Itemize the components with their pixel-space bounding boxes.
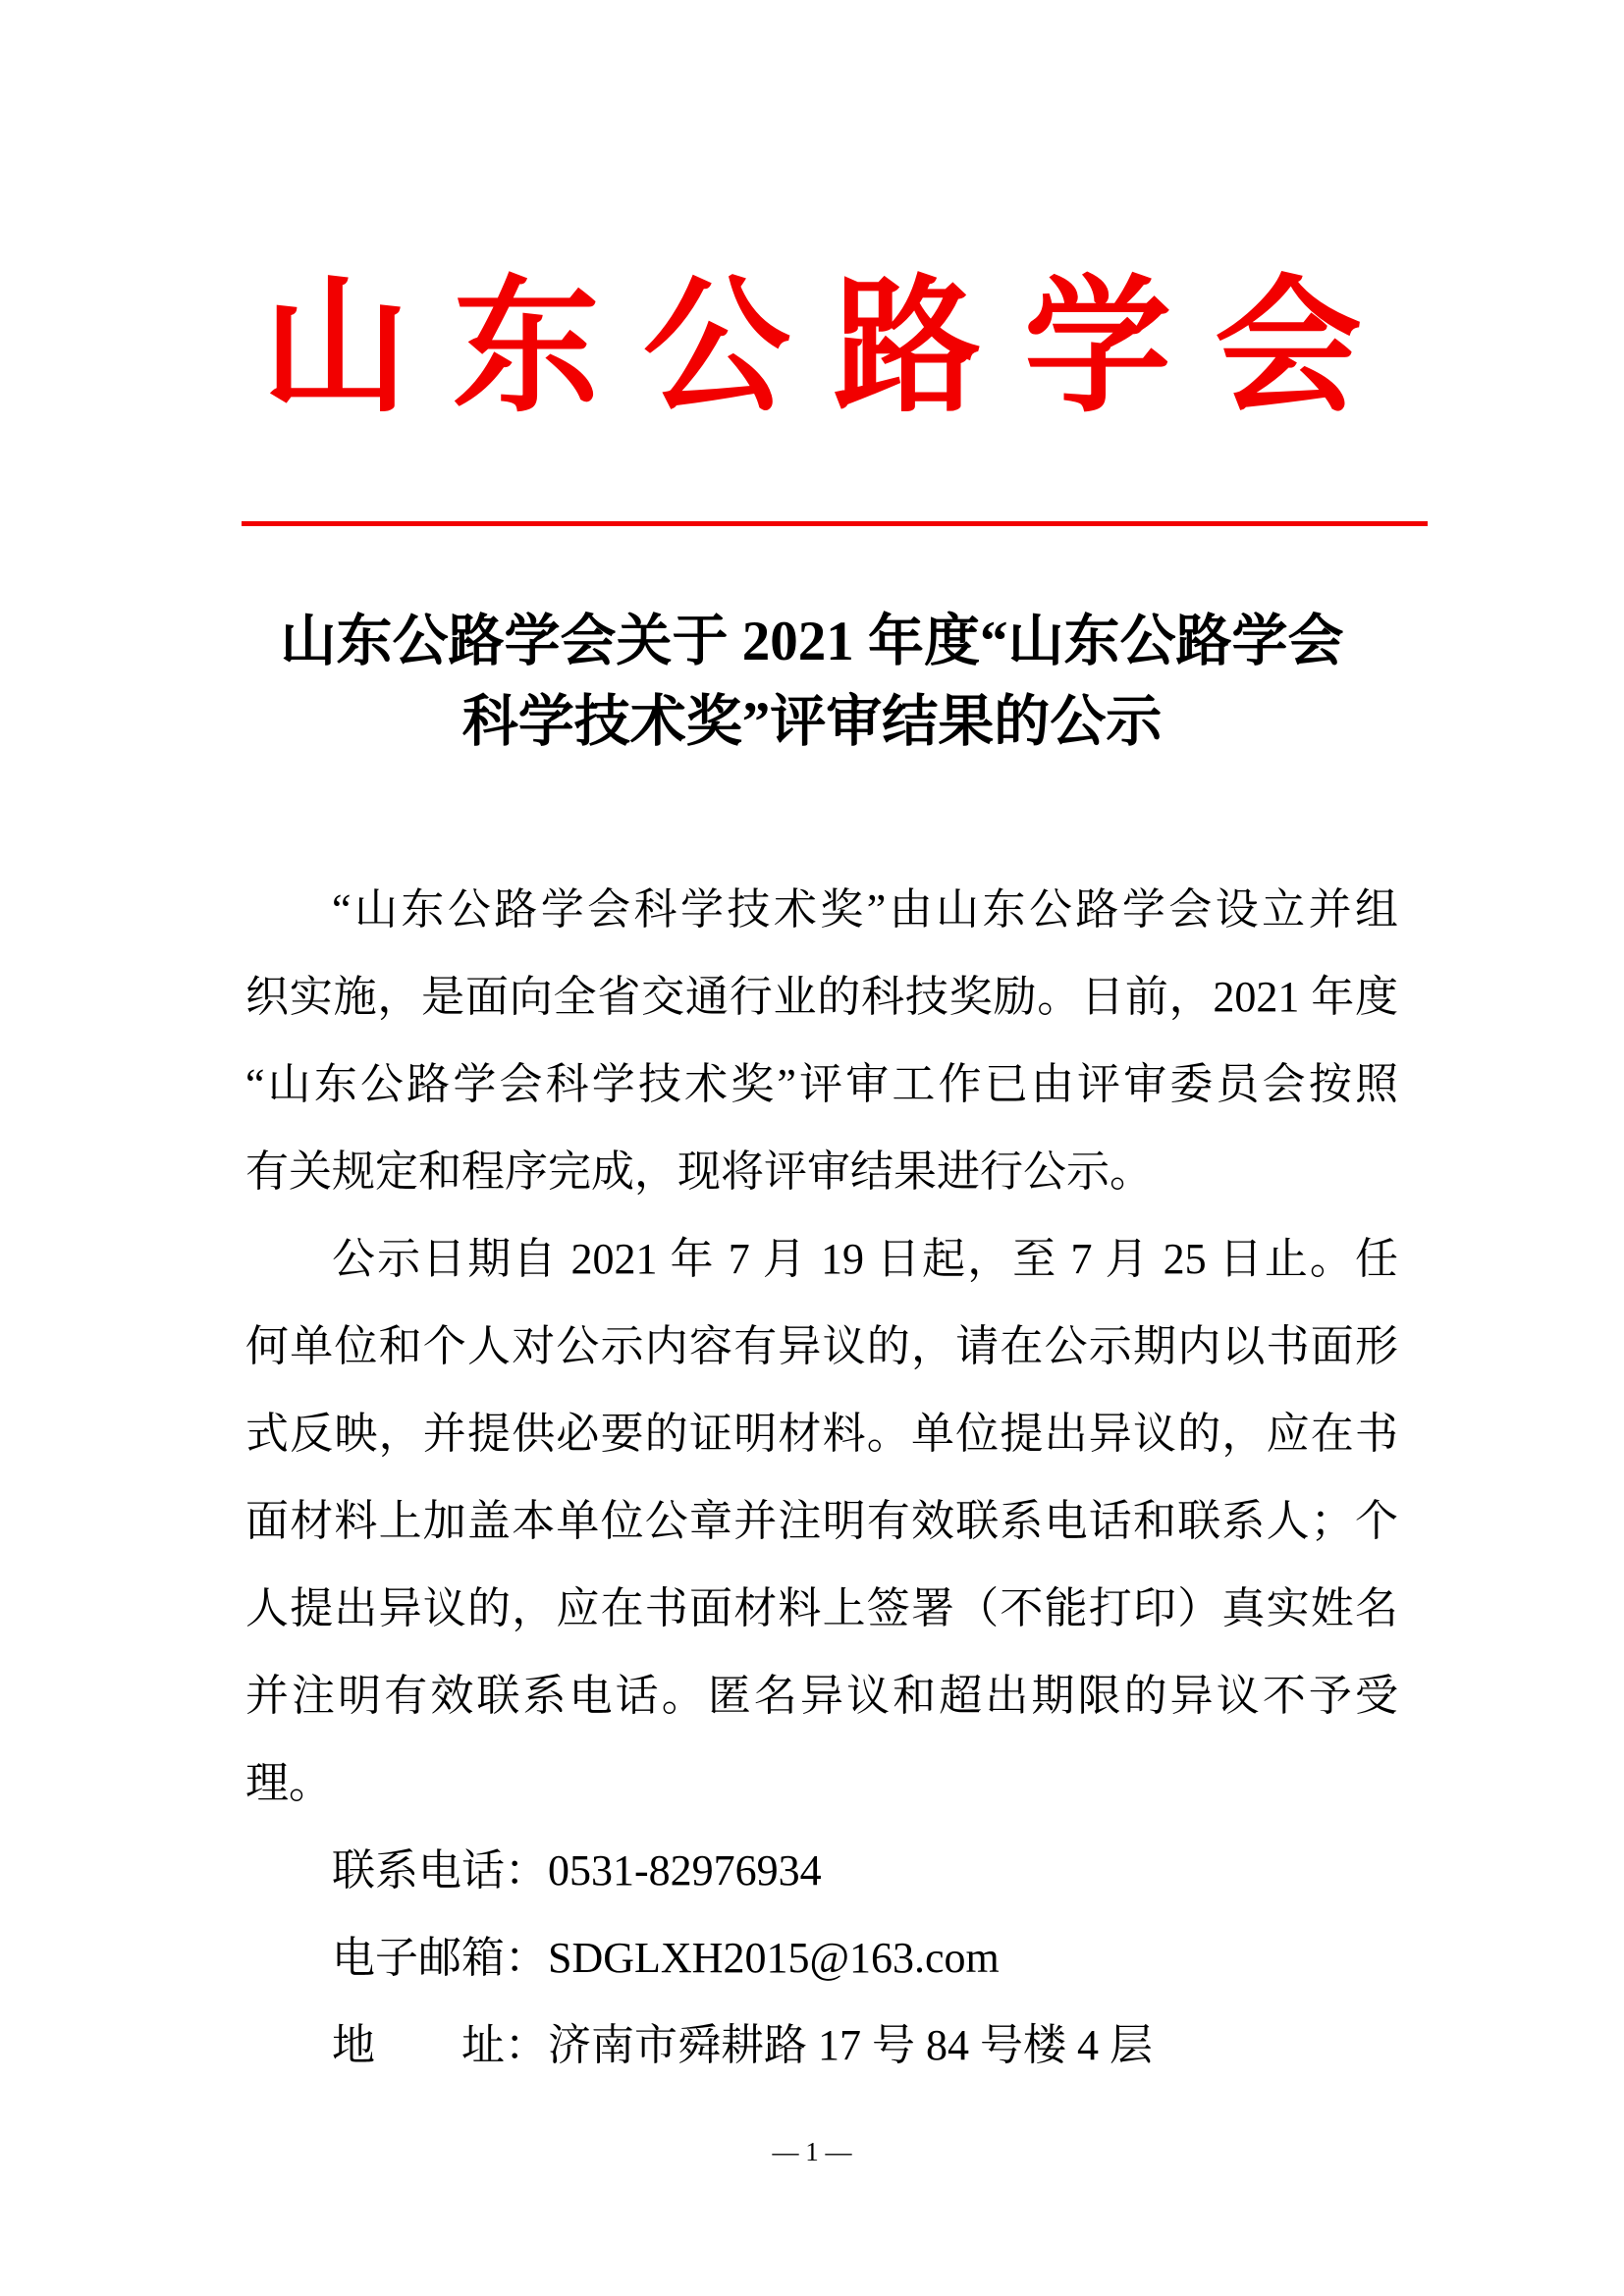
contact-email-value: SDGLXH2015@163.com bbox=[548, 1934, 1000, 1982]
paragraph-2-line-7: 理。 bbox=[245, 1759, 332, 1807]
doc-title-line-1: 山东公路学会关于 2021 年度“山东公路学会 bbox=[280, 611, 1344, 672]
paragraph-1-line-1: “山东公路学会科学技术奖”由山东公路学会设立并组 bbox=[332, 885, 1398, 934]
letterhead-divider bbox=[242, 521, 1428, 526]
paragraph-2-line-4: 面材料上加盖本单位公章并注明有效联系电话和联系人；个 bbox=[245, 1497, 1398, 1545]
paragraph-2-line-6: 并注明有效联系电话。匿名异议和超出期限的异议不予受 bbox=[245, 1672, 1398, 1720]
contact-email bbox=[245, 1914, 1398, 2002]
body-text bbox=[245, 866, 1398, 2089]
contact-phone-label: 联系电话： bbox=[332, 1846, 548, 1895]
paragraph-2-line-2: 何单位和个人对公示内容有异议的，请在公示期内以书面形 bbox=[245, 1322, 1398, 1370]
paragraph-1-line-3: “山东公路学会科学技术奖”评审工作已由评审委员会按照 bbox=[245, 1060, 1398, 1108]
contact-phone-value: 0531-82976934 bbox=[548, 1846, 822, 1895]
contact-address-value: 济南市舜耕路 17 号 84 号楼 4 层 bbox=[548, 2021, 1153, 2069]
doc-title-line-2: 科学技术奖”评审结果的公示 bbox=[461, 691, 1163, 753]
paragraph-1-line-2: 织实施，是面向全省交通行业的科技奖励。日前，2021 年度 bbox=[245, 973, 1398, 1021]
paragraph-1-line-4: 有关规定和程序完成，现将评审结果进行公示。 bbox=[245, 1148, 1153, 1196]
contact-address-label: 地 址： bbox=[332, 2021, 548, 2069]
letterhead-org-name: 山东公路学会 bbox=[261, 267, 1405, 430]
paragraph-2-line-5: 人提出异议的，应在书面材料上签署（不能打印）真实姓名 bbox=[245, 1584, 1398, 1632]
paragraph-2-line-1: 公示日期自 2021 年 7 月 19 日起，至 7 月 25 日止。任 bbox=[332, 1235, 1398, 1283]
paragraph-2-line-3: 式反映，并提供必要的证明材料。单位提出异议的，应在书 bbox=[245, 1410, 1398, 1458]
contact-address bbox=[245, 2002, 1398, 2089]
contact-phone bbox=[245, 1827, 1398, 1914]
page-number: — 1 — bbox=[772, 2137, 852, 2166]
doc-title bbox=[0, 602, 1624, 763]
contact-email-label: 电子邮箱： bbox=[332, 1934, 548, 1982]
